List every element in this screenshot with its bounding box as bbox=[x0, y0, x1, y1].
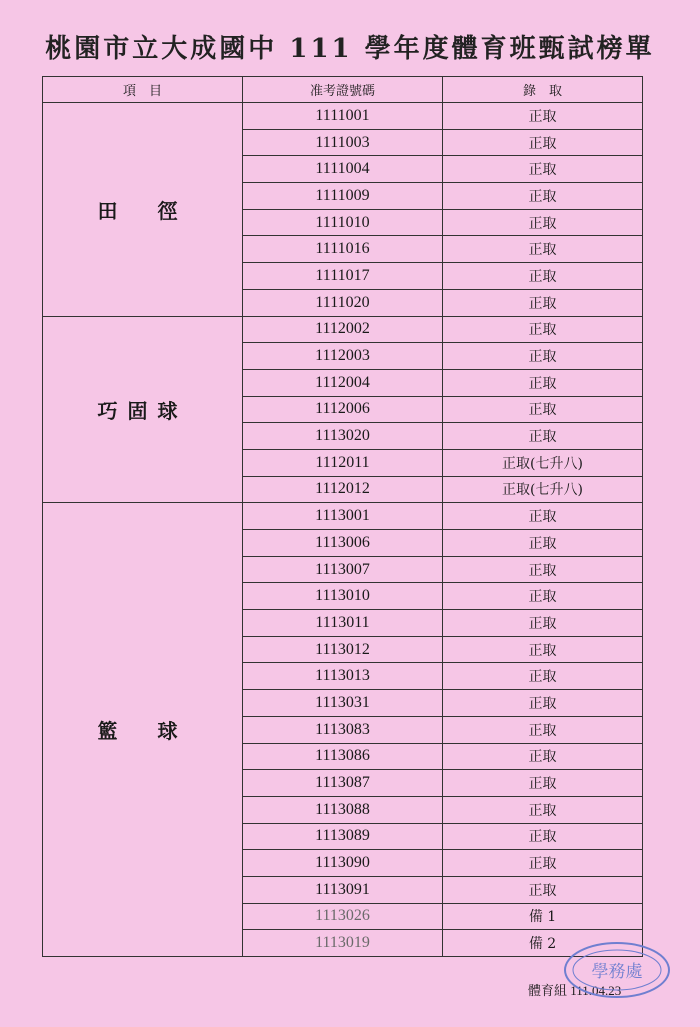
exam-number-cell: 1113088 bbox=[243, 796, 443, 823]
result-cell: 正取 bbox=[443, 209, 643, 236]
result-cell: 備 2 bbox=[443, 930, 643, 957]
category-cell: 籃 球 bbox=[43, 503, 243, 957]
exam-number-cell: 1113010 bbox=[243, 583, 443, 610]
table-body bbox=[43, 103, 643, 957]
result-cell: 正取 bbox=[443, 103, 643, 130]
result-cell: 正取 bbox=[443, 129, 643, 156]
exam-number-cell: 1113001 bbox=[243, 503, 443, 530]
category-cell: 巧固球 bbox=[43, 316, 243, 503]
table-row bbox=[43, 316, 643, 343]
result-cell: 正取 bbox=[443, 770, 643, 797]
result-cell: 正取 bbox=[443, 876, 643, 903]
result-cell: 正取 bbox=[443, 530, 643, 557]
exam-number-cell: 1113087 bbox=[243, 770, 443, 797]
result-cell: 正取 bbox=[443, 823, 643, 850]
exam-number-cell: 1113091 bbox=[243, 876, 443, 903]
exam-number-cell: 1113011 bbox=[243, 610, 443, 637]
result-cell: 正取 bbox=[443, 716, 643, 743]
exam-number-cell: 1112004 bbox=[243, 369, 443, 396]
admission-table bbox=[42, 76, 643, 957]
exam-number-cell: 1113012 bbox=[243, 636, 443, 663]
exam-number-cell: 1111016 bbox=[243, 236, 443, 263]
result-cell: 正取 bbox=[443, 556, 643, 583]
school-seal-stamp bbox=[562, 940, 672, 1000]
result-cell: 正取 bbox=[443, 343, 643, 370]
exam-number-cell: 1111004 bbox=[243, 156, 443, 183]
result-cell: 正取 bbox=[443, 503, 643, 530]
result-cell: 正取 bbox=[443, 743, 643, 770]
table-row bbox=[43, 103, 643, 130]
exam-number-cell: 1111010 bbox=[243, 209, 443, 236]
exam-number-cell: 1111017 bbox=[243, 263, 443, 290]
result-cell: 正取 bbox=[443, 236, 643, 263]
exam-number-cell: 1113020 bbox=[243, 423, 443, 450]
result-cell: 正取 bbox=[443, 663, 643, 690]
result-cell: 正取(七升八) bbox=[443, 476, 643, 503]
exam-number-cell: 1113090 bbox=[243, 850, 443, 877]
exam-number-cell: 1113006 bbox=[243, 530, 443, 557]
exam-number-cell: 1113026 bbox=[243, 903, 443, 930]
exam-number-cell: 1112006 bbox=[243, 396, 443, 423]
exam-number-cell: 1113089 bbox=[243, 823, 443, 850]
table-row bbox=[43, 503, 643, 530]
exam-number-cell: 1113007 bbox=[243, 556, 443, 583]
exam-number-cell: 1111001 bbox=[243, 103, 443, 130]
exam-number-cell: 1111020 bbox=[243, 289, 443, 316]
result-cell: 正取 bbox=[443, 369, 643, 396]
result-cell: 正取 bbox=[443, 610, 643, 637]
exam-number-cell: 1111009 bbox=[243, 183, 443, 210]
exam-number-cell: 1112003 bbox=[243, 343, 443, 370]
result-cell: 正取 bbox=[443, 850, 643, 877]
exam-number-cell: 1112002 bbox=[243, 316, 443, 343]
result-cell: 備 1 bbox=[443, 903, 643, 930]
exam-number-cell: 1113019 bbox=[243, 930, 443, 957]
page-title: 桃園市立大成國中 111 學年度體育班甄試榜單 bbox=[45, 34, 655, 64]
exam-number-cell: 1112012 bbox=[243, 476, 443, 503]
result-cell: 正取 bbox=[443, 396, 643, 423]
result-cell: 正取 bbox=[443, 583, 643, 610]
result-cell: 正取 bbox=[443, 636, 643, 663]
exam-number-cell: 1111003 bbox=[243, 129, 443, 156]
exam-number-cell: 1113013 bbox=[243, 663, 443, 690]
header-category: 項 目 bbox=[43, 77, 243, 103]
exam-number-cell: 1113031 bbox=[243, 690, 443, 717]
result-cell: 正取 bbox=[443, 183, 643, 210]
result-cell: 正取 bbox=[443, 690, 643, 717]
table-header-row bbox=[43, 77, 643, 103]
seal-text: 學務處 bbox=[591, 962, 643, 982]
header-result: 錄 取 bbox=[443, 77, 643, 103]
exam-number-cell: 1112011 bbox=[243, 449, 443, 476]
result-cell: 正取(七升八) bbox=[443, 449, 643, 476]
result-cell: 正取 bbox=[443, 156, 643, 183]
result-cell: 正取 bbox=[443, 316, 643, 343]
category-cell: 田 徑 bbox=[43, 103, 243, 317]
exam-number-cell: 1113083 bbox=[243, 716, 443, 743]
footer-note: 體育組 111.04.23 bbox=[528, 983, 622, 998]
result-cell: 正取 bbox=[443, 289, 643, 316]
result-cell: 正取 bbox=[443, 423, 643, 450]
result-cell: 正取 bbox=[443, 796, 643, 823]
result-cell: 正取 bbox=[443, 263, 643, 290]
exam-number-cell: 1113086 bbox=[243, 743, 443, 770]
header-exam-number: 准考證號碼 bbox=[243, 77, 443, 103]
